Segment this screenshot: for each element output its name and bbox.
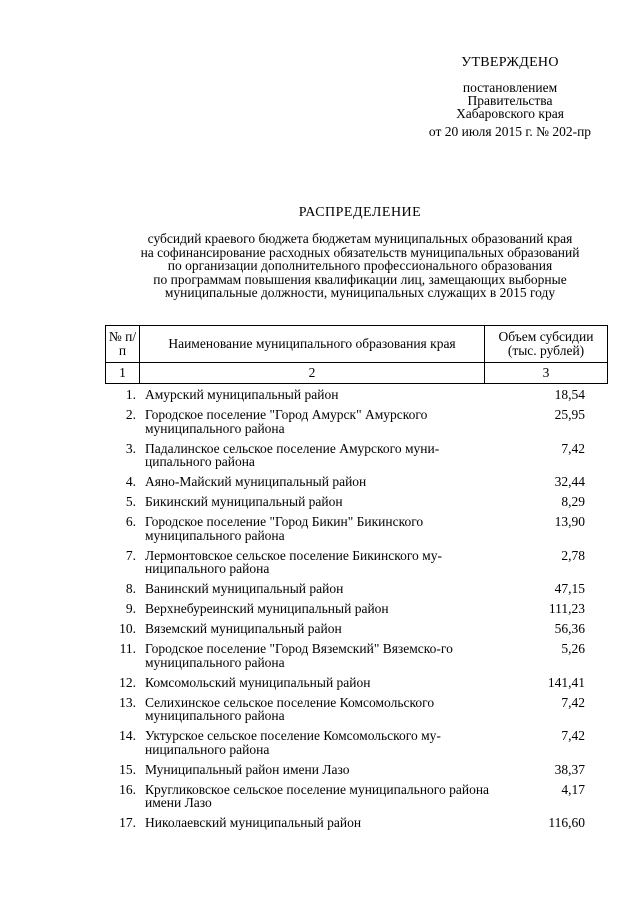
approval-date: от 20 июля 2015 г. № 202-пр (428, 124, 592, 139)
row-name: Муниципальный район имени Лазо (145, 761, 350, 777)
table-row (105, 676, 608, 690)
row-number: 5. (125, 494, 136, 509)
row-amount: 8,29 (561, 494, 585, 509)
header-num: № п/п (106, 326, 140, 363)
row-number: 7. (125, 547, 136, 563)
subtitle-line: субсидий краевого бюджета бюджетам муниципальных образований края (147, 231, 573, 246)
row-name: Ванинский муниципальный район (145, 581, 344, 596)
approval-line: Хабаровского края (456, 106, 564, 121)
approval-block (380, 56, 640, 138)
row-name: Вяземский муниципальный район (145, 621, 342, 636)
header-amount: Объем субсидии (тыс. рублей) (485, 326, 608, 363)
row-number: 9. (125, 601, 136, 616)
approval-stamp: УТВЕРЖДЕНО (461, 55, 559, 70)
row-name: Бикинский муниципальный район (145, 494, 343, 509)
row-amount: 25,95 (554, 407, 585, 422)
row-number: 12. (119, 674, 136, 690)
row-amount: 2,78 (561, 547, 585, 563)
subtitle-line: по программам повышения квалификации лиц, замещающих выборные (153, 271, 567, 287)
row-number: 8. (125, 581, 136, 596)
row-number: 10. (119, 621, 136, 636)
table-row (105, 475, 608, 489)
row-amount: 18,54 (554, 387, 585, 402)
row-name: Городское поселение "Город Амурск" Амурского муниципального района (145, 407, 428, 436)
row-amount: 111,23 (548, 601, 585, 616)
row-name: Николаевский муниципальный район (145, 815, 362, 830)
table-row (105, 783, 608, 810)
row-number: 15. (119, 761, 136, 777)
header-name: Наименование муниципального образования края (140, 326, 485, 363)
column-number: 3 (485, 363, 608, 384)
subtitle-line: муниципальные должности, муниципальных служащих в 2015 году (164, 285, 556, 300)
row-amount: 7,42 (561, 440, 585, 456)
table-row (105, 696, 608, 723)
table-row (105, 549, 608, 576)
row-name: Амурский муниципальный район (145, 387, 339, 402)
row-amount: 56,36 (554, 621, 585, 636)
row-number: 16. (119, 781, 136, 797)
row-number: 17. (119, 815, 136, 830)
table-body (105, 388, 608, 836)
row-amount: 47,15 (554, 581, 585, 596)
row-name: Комсомольский муниципальный район (145, 674, 371, 690)
table-row (105, 729, 608, 756)
row-amount: 4,17 (561, 781, 585, 797)
row-amount: 13,90 (554, 514, 585, 529)
table-row (105, 388, 608, 402)
row-amount: 38,37 (554, 761, 585, 777)
table-row (105, 622, 608, 636)
row-name: Падалинское сельское поселение Амурского муни-ципального района (145, 440, 440, 469)
table-row (105, 515, 608, 542)
table-row (105, 816, 608, 830)
table-row (105, 602, 608, 616)
row-name: Лермонтовское сельское поселение Бикинского му-ниципального района (145, 547, 442, 576)
table-row (105, 642, 608, 669)
table-row (105, 442, 608, 469)
subtitle-line: по организации дополнительного профессионального образования (167, 258, 553, 273)
table-row (105, 408, 608, 435)
row-name: Городское поселение "Город Вяземский" Вяземско-го муниципального района (145, 641, 453, 670)
row-amount: 116,60 (548, 815, 585, 830)
row-number: 11. (119, 641, 136, 656)
row-number: 3. (125, 440, 136, 456)
table-row (105, 582, 608, 596)
row-amount: 141,41 (547, 674, 585, 690)
row-number: 13. (119, 694, 136, 710)
row-number: 6. (125, 514, 136, 529)
row-name: Городское поселение "Город Бикин" Бикинского муниципального района (145, 514, 424, 543)
row-name: Селихинское сельское поселение Комсомольского муниципального района (145, 694, 435, 723)
table-row (105, 495, 608, 509)
row-name: Верхнебуреинский муниципальный район (145, 601, 389, 616)
row-name: Кругликовское сельское поселение муниципального района имени Лазо (145, 781, 490, 810)
document-heading (100, 205, 620, 300)
row-amount: 5,26 (561, 641, 585, 656)
row-number: 4. (125, 474, 136, 489)
table-header (105, 325, 608, 384)
document-title: РАСПРЕДЕЛЕНИЕ (298, 205, 422, 220)
row-number: 14. (119, 728, 136, 743)
row-amount: 7,42 (561, 728, 585, 743)
row-amount: 32,44 (554, 474, 585, 489)
column-number: 1 (106, 363, 140, 384)
row-amount: 7,42 (561, 694, 585, 710)
approval-line: Правительства (467, 93, 553, 108)
column-number: 2 (140, 363, 485, 384)
row-name: Аяно-Майский муниципальный район (145, 474, 367, 489)
approval-line: постановлением (462, 80, 558, 95)
row-number: 1. (125, 387, 136, 402)
row-name: Уктурское сельское поселение Комсомольского му-ниципального района (145, 728, 441, 757)
table-row (105, 763, 608, 777)
subtitle-line: на софинансирование расходных обязательств муниципальных образований (140, 244, 580, 260)
row-number: 2. (125, 407, 136, 422)
